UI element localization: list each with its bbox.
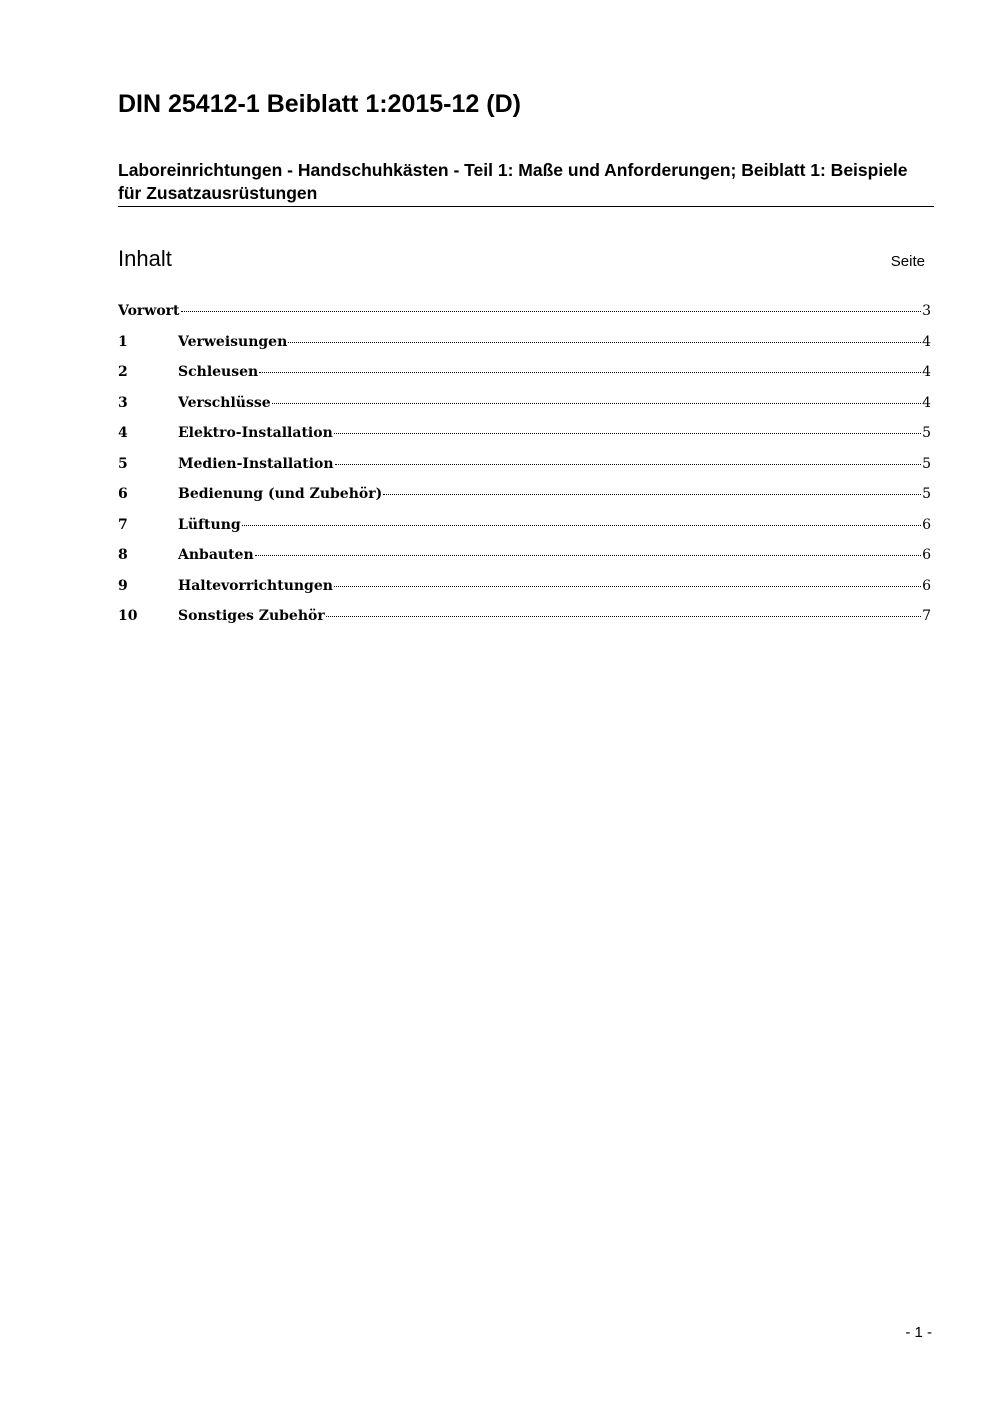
toc-entry-label: Verschlüsse	[178, 394, 271, 411]
toc-entry-page: 5	[922, 455, 931, 472]
toc-dot-leader	[242, 525, 921, 526]
toc-entry-page: 4	[922, 364, 931, 380]
toc-entry-label: Bedienung (und Zubehör)	[178, 486, 383, 502]
toc-entry-label: Vorwort	[118, 303, 180, 319]
toc-entry-page: 6	[922, 516, 931, 533]
toc-entry-page: 4	[922, 333, 931, 350]
toc-entry-number: 6	[118, 486, 128, 502]
document-title: DIN 25412-1 Beiblatt 1:2015-12 (D)	[118, 90, 521, 118]
toc-entry-number: 10	[118, 608, 138, 624]
toc-entry-page: 5	[922, 486, 931, 502]
toc-entry-bedienung[interactable]	[118, 483, 931, 514]
toc-entry-label: Verweisungen	[178, 333, 288, 350]
toc-entry-label: Anbauten	[178, 547, 254, 563]
toc-entry-number: 2	[118, 364, 128, 380]
toc-entry-vorwort[interactable]	[118, 300, 931, 331]
toc-entry-label: Medien-Installation	[178, 455, 334, 472]
toc-entry-page: 5	[922, 425, 931, 441]
toc-entry-number: 8	[118, 547, 128, 563]
toc-dot-leader	[255, 555, 921, 556]
toc-dot-leader	[334, 586, 921, 587]
toc-entry-lueftung[interactable]	[118, 514, 931, 545]
toc-entry-verschluesse[interactable]	[118, 392, 931, 423]
page-number: - 1 -	[905, 1324, 932, 1341]
toc-entry-number: 4	[118, 425, 128, 441]
toc-entry-number: 9	[118, 577, 128, 594]
toc-entry-label: Schleusen	[178, 364, 259, 380]
document-subtitle: Laboreinrichtungen - Handschuhkästen - Teil 1: Maße und Anforderungen; Beiblatt 1: Beispiele für Zusatzausrüstungen	[118, 160, 908, 203]
toc-entry-label: Haltevorrichtungen	[178, 577, 333, 594]
toc-entry-medien-installation[interactable]	[118, 453, 931, 484]
toc-entry-elektro-installation[interactable]	[118, 422, 931, 453]
toc-heading: Inhalt	[118, 246, 172, 271]
toc-entry-sonstiges-zubehoer[interactable]	[118, 605, 931, 636]
toc-entry-number: 5	[118, 455, 128, 472]
toc-entry-anbauten[interactable]	[118, 544, 931, 575]
toc-dot-leader	[335, 464, 922, 465]
toc-entry-page: 6	[922, 577, 931, 594]
toc-entry-label: Elektro-Installation	[178, 425, 333, 441]
toc-entry-label: Lüftung	[178, 516, 241, 533]
toc-entry-number: 3	[118, 394, 128, 411]
toc-entry-number: 7	[118, 516, 128, 533]
toc-entry-schleusen[interactable]	[118, 361, 931, 392]
toc-page-column-label: Seite	[890, 253, 925, 270]
subtitle-divider	[118, 206, 934, 207]
toc-entry-page: 7	[922, 608, 931, 624]
toc-entry-page: 3	[922, 303, 931, 319]
toc-dot-leader	[181, 311, 922, 312]
toc-dot-leader	[383, 494, 921, 495]
toc-entry-label: Sonstiges Zubehör	[178, 608, 325, 624]
toc-entry-haltevorrichtungen[interactable]	[118, 575, 931, 606]
toc-dot-leader	[334, 433, 921, 434]
toc-dot-leader	[259, 372, 921, 373]
toc-entry-page: 6	[922, 547, 931, 563]
toc-dot-leader	[326, 616, 921, 617]
toc-dot-leader	[288, 342, 921, 343]
table-of-contents	[118, 300, 931, 636]
toc-entry-page: 4	[922, 394, 931, 411]
toc-entry-verweisungen[interactable]	[118, 331, 931, 362]
toc-entry-number: 1	[118, 333, 128, 350]
toc-dot-leader	[272, 403, 921, 404]
